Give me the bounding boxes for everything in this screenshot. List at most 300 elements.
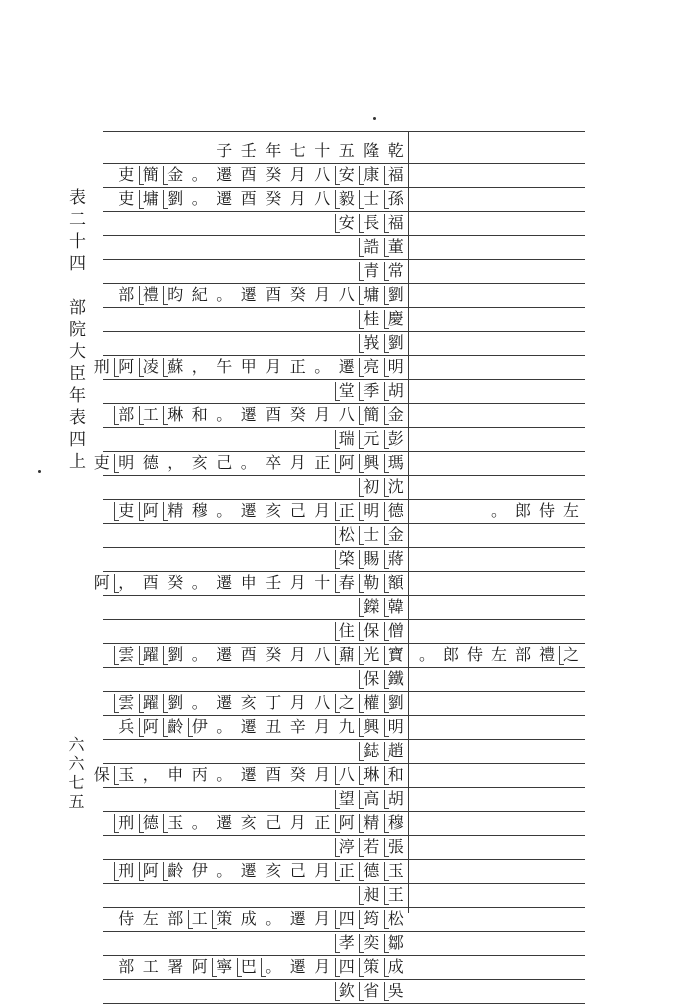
character-cell: 月 [314, 405, 331, 424]
character-cell: 筠 [359, 907, 384, 931]
character-cell: 安 [335, 163, 360, 187]
character-cell: 申 [240, 573, 257, 592]
character-cell: 隆 [363, 141, 380, 160]
row-text [114, 163, 408, 187]
character-cell: 瑪 [384, 451, 409, 475]
character-cell: 劉 [384, 691, 409, 715]
character-cell: 德 [142, 453, 159, 472]
character-cell: 亥 [240, 813, 257, 832]
character-cell: 凌 [139, 355, 164, 379]
character-cell: 金 [384, 403, 409, 427]
character-cell: 劉 [163, 187, 188, 211]
character-cell: 丙 [191, 765, 208, 784]
character-cell: 阿 [335, 811, 360, 835]
table-row [103, 499, 408, 523]
table-row [93, 571, 408, 595]
character-cell: 癸 [167, 573, 184, 592]
character-cell: 月 [289, 813, 306, 832]
character-cell: 左 [490, 645, 507, 664]
row-text [90, 763, 409, 787]
character-cell: 住 [335, 619, 360, 643]
character-cell: 亮 [359, 355, 384, 379]
table-row [103, 859, 408, 883]
character-cell: 明 [384, 715, 409, 739]
character-cell: 明 [384, 355, 409, 379]
table-row [103, 475, 408, 499]
character-cell: 遷 [216, 189, 233, 208]
character-cell: 明 [114, 451, 139, 475]
character-cell: 遷 [240, 501, 257, 520]
row-text [359, 667, 408, 691]
character-cell: 月 [289, 189, 306, 208]
row-text [114, 643, 408, 667]
character-cell: 明 [359, 499, 384, 523]
character-cell: 遷 [240, 861, 257, 880]
row-text [114, 955, 408, 979]
character-cell: 。 [191, 165, 208, 184]
table-row [103, 835, 408, 859]
row-text [335, 427, 409, 451]
character-cell: 蘇 [163, 355, 188, 379]
character-cell: ， [167, 453, 184, 472]
table-row [103, 187, 408, 211]
character-cell: 張 [384, 835, 409, 859]
character-cell: 興 [359, 451, 384, 475]
character-cell: 五 [338, 141, 355, 160]
row-text [335, 547, 409, 571]
character-cell: 部 [114, 403, 139, 427]
character-cell: 遷 [216, 645, 233, 664]
row-text [114, 859, 408, 883]
table-row [103, 307, 408, 331]
table-row [103, 427, 408, 451]
character-cell: 工 [139, 403, 164, 427]
character-cell: 部 [514, 645, 531, 664]
character-cell: 保 [359, 619, 384, 643]
character-cell: 瑞 [335, 427, 360, 451]
character-cell: 劉 [384, 331, 409, 355]
character-cell: 。 [216, 861, 233, 880]
character-cell: 精 [359, 811, 384, 835]
character-cell: 蔣 [384, 547, 409, 571]
scan-speck [38, 470, 41, 473]
row-text [359, 595, 408, 619]
character-cell: 酉 [265, 405, 282, 424]
scan-speck [373, 117, 376, 120]
character-cell: 阿 [139, 715, 164, 739]
row-text [335, 835, 409, 859]
character-cell: ， [114, 571, 139, 595]
character-cell: 安 [335, 211, 360, 235]
character-cell: 酉 [142, 573, 159, 592]
character-cell: 。 [216, 717, 233, 736]
character-cell: 遷 [240, 765, 257, 784]
table-row [93, 763, 408, 787]
character-cell: 正 [314, 813, 331, 832]
character-cell: 癸 [289, 285, 306, 304]
row-text [335, 979, 409, 1003]
row-text [335, 523, 409, 547]
character-cell: 乾 [387, 141, 404, 160]
row-text [114, 811, 408, 835]
character-cell: 遷 [240, 285, 257, 304]
character-cell: 保 [359, 667, 384, 691]
character-cell: 四 [335, 907, 360, 931]
character-cell: 紀 [191, 285, 208, 304]
character-cell: 松 [384, 907, 409, 931]
character-cell: 權 [359, 691, 384, 715]
character-cell: 僧 [384, 619, 409, 643]
table-row [103, 667, 408, 691]
character-cell: 德 [359, 859, 384, 883]
character-cell: 侍 [466, 645, 483, 664]
character-cell: 。 [216, 285, 233, 304]
character-cell: 月 [289, 573, 306, 592]
character-cell: 八 [314, 165, 331, 184]
character-cell: 阿 [139, 859, 164, 883]
row-text [114, 715, 408, 739]
character-cell: 穆 [384, 811, 409, 835]
character-cell: 工 [142, 957, 159, 976]
character-cell: 胡 [384, 787, 409, 811]
row-text [359, 235, 408, 259]
character-cell: 癸 [265, 165, 282, 184]
character-cell: 望 [335, 787, 360, 811]
character-cell: 誥 [359, 235, 384, 259]
character-cell: 九 [338, 717, 355, 736]
character-cell: 彭 [384, 427, 409, 451]
character-cell: 工 [188, 907, 213, 931]
character-cell: 鼐 [335, 643, 360, 667]
character-cell: 。 [191, 573, 208, 592]
character-cell: 昶 [359, 883, 384, 907]
character-cell: 精 [163, 499, 188, 523]
row-text [335, 931, 409, 955]
character-cell: 齡 [163, 859, 188, 883]
character-cell: 策 [359, 955, 384, 979]
character-cell: 酉 [240, 189, 257, 208]
character-cell: 賜 [359, 547, 384, 571]
character-cell: 壬 [265, 573, 282, 592]
character-cell: 玉 [163, 811, 188, 835]
table-row [103, 883, 408, 907]
character-cell: 八 [338, 285, 355, 304]
character-cell: 胡 [384, 379, 409, 403]
character-cell: 遷 [289, 957, 306, 976]
character-cell: 福 [384, 211, 409, 235]
second-column-entry [408, 643, 585, 667]
character-cell: 桂 [359, 307, 384, 331]
character-cell: 若 [359, 835, 384, 859]
character-cell: 月 [314, 765, 331, 784]
character-cell: 吏 [118, 165, 135, 184]
table-row [103, 643, 408, 667]
character-cell: 阿 [335, 451, 360, 475]
table-row [103, 691, 408, 715]
character-cell: 癸 [265, 645, 282, 664]
character-cell: 成 [240, 909, 257, 928]
character-cell: 遷 [338, 357, 355, 376]
table-row [103, 283, 408, 307]
character-cell: 郎 [514, 501, 531, 520]
character-cell: 。 [240, 453, 257, 472]
character-cell: 辛 [289, 717, 306, 736]
character-cell: 癸 [289, 765, 306, 784]
character-cell: 高 [359, 787, 384, 811]
character-cell: 士 [359, 187, 384, 211]
character-cell: 墉 [139, 187, 164, 211]
table-row [103, 811, 408, 835]
character-cell: 松 [335, 523, 360, 547]
character-cell: 慶 [384, 307, 409, 331]
character-cell: 成 [384, 955, 409, 979]
row-text [114, 403, 408, 427]
character-cell: 甲 [240, 357, 257, 376]
character-cell: 遷 [216, 573, 233, 592]
character-cell: 。 [314, 357, 331, 376]
character-cell: 策 [212, 907, 237, 931]
character-cell: 酉 [240, 645, 257, 664]
character-cell: 丁 [265, 693, 282, 712]
character-cell: 勒 [359, 571, 384, 595]
character-cell: 正 [289, 357, 306, 376]
character-cell: 。 [216, 501, 233, 520]
table-row [103, 715, 408, 739]
character-cell: 部 [167, 909, 184, 928]
character-cell: 酉 [265, 765, 282, 784]
character-cell: 額 [384, 571, 409, 595]
character-cell: 月 [314, 909, 331, 928]
character-cell: 琳 [163, 403, 188, 427]
table-row [103, 955, 408, 979]
character-cell: 禮 [538, 645, 555, 664]
table-row [103, 259, 408, 283]
character-cell: 吏 [114, 499, 139, 523]
character-cell: 八 [314, 189, 331, 208]
character-cell: 八 [314, 693, 331, 712]
character-cell: 部 [118, 285, 135, 304]
character-cell: 光 [359, 643, 384, 667]
character-cell: 昀 [163, 283, 188, 307]
character-cell: 玉 [384, 859, 409, 883]
row-text [90, 355, 409, 379]
character-cell: 鐵 [384, 667, 409, 691]
character-cell: 午 [216, 357, 233, 376]
character-cell: 。 [265, 909, 282, 928]
table-row [103, 907, 408, 931]
character-cell: 吏 [118, 189, 135, 208]
character-cell: 。 [418, 645, 435, 664]
row-text [114, 691, 408, 715]
character-cell: 穆 [191, 501, 208, 520]
character-cell: 和 [191, 405, 208, 424]
character-cell: 亥 [191, 453, 208, 472]
character-cell: 董 [384, 235, 409, 259]
character-cell: 卒 [265, 453, 282, 472]
row-text [335, 787, 409, 811]
character-cell: 初 [359, 475, 384, 499]
character-cell: 堂 [335, 379, 360, 403]
row-text [335, 211, 409, 235]
table-row [103, 595, 408, 619]
row-text [359, 475, 408, 499]
character-cell: 酉 [240, 165, 257, 184]
character-cell: 月 [314, 957, 331, 976]
character-cell: 士 [359, 523, 384, 547]
character-cell: 刑 [114, 811, 139, 835]
character-cell: 左 [142, 909, 159, 928]
character-cell: 青 [359, 259, 384, 283]
character-cell: 簡 [359, 403, 384, 427]
table-row [103, 787, 408, 811]
character-cell: 之 [335, 691, 360, 715]
character-cell: 八 [335, 763, 360, 787]
character-cell: 七 [289, 141, 306, 160]
character-cell: 劉 [163, 643, 188, 667]
character-cell: 年 [265, 141, 282, 160]
character-cell: 八 [314, 645, 331, 664]
character-cell: 琳 [359, 763, 384, 787]
table-row [103, 163, 408, 187]
character-cell: 正 [314, 453, 331, 472]
character-cell: 季 [359, 379, 384, 403]
character-cell: 王 [384, 883, 409, 907]
table-row [103, 379, 408, 403]
character-cell: 遷 [216, 693, 233, 712]
table-row [93, 355, 408, 379]
character-cell: 保 [93, 765, 110, 784]
appointment-table [93, 131, 585, 1000]
character-cell: 月 [314, 861, 331, 880]
character-cell: 己 [216, 453, 233, 472]
character-cell: 躍 [139, 691, 164, 715]
header-row [103, 139, 408, 163]
character-cell: 。 [261, 955, 286, 979]
row-text [335, 379, 409, 403]
character-cell: 孝 [335, 931, 360, 955]
character-cell: 。 [191, 693, 208, 712]
character-cell: 月 [289, 453, 306, 472]
character-cell: 趙 [384, 739, 409, 763]
character-cell: 部 [118, 957, 135, 976]
character-cell: 齡 [163, 715, 188, 739]
character-cell: 孫 [384, 187, 409, 211]
character-cell: 鑅 [359, 595, 384, 619]
row-rule [103, 131, 585, 132]
character-cell: 酉 [265, 285, 282, 304]
character-cell: 遷 [240, 405, 257, 424]
character-cell: 金 [384, 523, 409, 547]
character-cell: 欽 [335, 979, 360, 1003]
character-cell: 吏 [93, 453, 110, 472]
character-cell: 伊 [188, 715, 213, 739]
character-cell: 阿 [114, 355, 139, 379]
character-cell: 癸 [289, 405, 306, 424]
row-text [359, 739, 408, 763]
character-cell: 。 [216, 765, 233, 784]
character-cell: 月 [289, 165, 306, 184]
table-row [93, 451, 408, 475]
row-text [359, 259, 408, 283]
character-cell: 德 [384, 499, 409, 523]
character-cell: 四 [335, 955, 360, 979]
character-cell: 德 [139, 811, 164, 835]
table-row [103, 403, 408, 427]
table-row [103, 211, 408, 235]
character-cell: 韓 [384, 595, 409, 619]
character-cell: 元 [359, 427, 384, 451]
character-cell: 亥 [265, 501, 282, 520]
character-cell: 遷 [240, 717, 257, 736]
row-text [114, 499, 408, 523]
character-cell: 刑 [93, 357, 110, 376]
character-cell: 丑 [265, 717, 282, 736]
character-cell: 雲 [114, 643, 139, 667]
row-text [114, 907, 408, 931]
character-cell: 毅 [335, 187, 360, 211]
character-cell: ， [142, 765, 159, 784]
character-cell: 寶 [384, 643, 409, 667]
character-cell: 子 [216, 141, 233, 160]
character-cell: 。 [216, 405, 233, 424]
character-cell: 棨 [335, 547, 360, 571]
character-cell: 。 [191, 813, 208, 832]
character-cell: 渟 [335, 835, 360, 859]
character-cell: 。 [191, 189, 208, 208]
character-cell: 玉 [114, 763, 139, 787]
character-cell: 月 [289, 645, 306, 664]
character-cell: 。 [490, 501, 507, 520]
character-cell: 興 [359, 715, 384, 739]
character-cell: 簡 [139, 163, 164, 187]
character-cell: 沈 [384, 475, 409, 499]
table-row [103, 619, 408, 643]
character-cell: ， [191, 357, 208, 376]
side-title: 表二十四 部院大臣年表四上 [65, 188, 85, 474]
character-cell: 署 [167, 957, 184, 976]
character-cell: 月 [314, 501, 331, 520]
character-cell: 申 [167, 765, 184, 784]
character-cell: 兵 [118, 717, 135, 736]
character-cell: 。 [191, 645, 208, 664]
table-row [103, 547, 408, 571]
character-cell: 郎 [442, 645, 459, 664]
table-row [103, 523, 408, 547]
page-number: 六六七五 [66, 736, 85, 812]
character-cell: 伊 [191, 861, 208, 880]
character-cell: 刑 [114, 859, 139, 883]
character-cell: 墉 [359, 283, 384, 307]
character-cell: 劉 [384, 283, 409, 307]
character-cell: 和 [384, 763, 409, 787]
character-cell: 金 [163, 163, 188, 187]
table-row [103, 739, 408, 763]
table-row [103, 331, 408, 355]
character-cell: 己 [265, 813, 282, 832]
character-cell: 遷 [216, 813, 233, 832]
character-cell: 春 [335, 571, 360, 595]
character-cell: 省 [359, 979, 384, 1003]
header-title [212, 139, 408, 163]
second-column-entry [408, 499, 585, 523]
character-cell: 長 [359, 211, 384, 235]
row-text [359, 883, 408, 907]
character-cell: 正 [335, 499, 360, 523]
character-cell: 阿 [139, 499, 164, 523]
character-cell: 鄒 [384, 931, 409, 955]
row-text [359, 307, 408, 331]
table-row [103, 235, 408, 259]
